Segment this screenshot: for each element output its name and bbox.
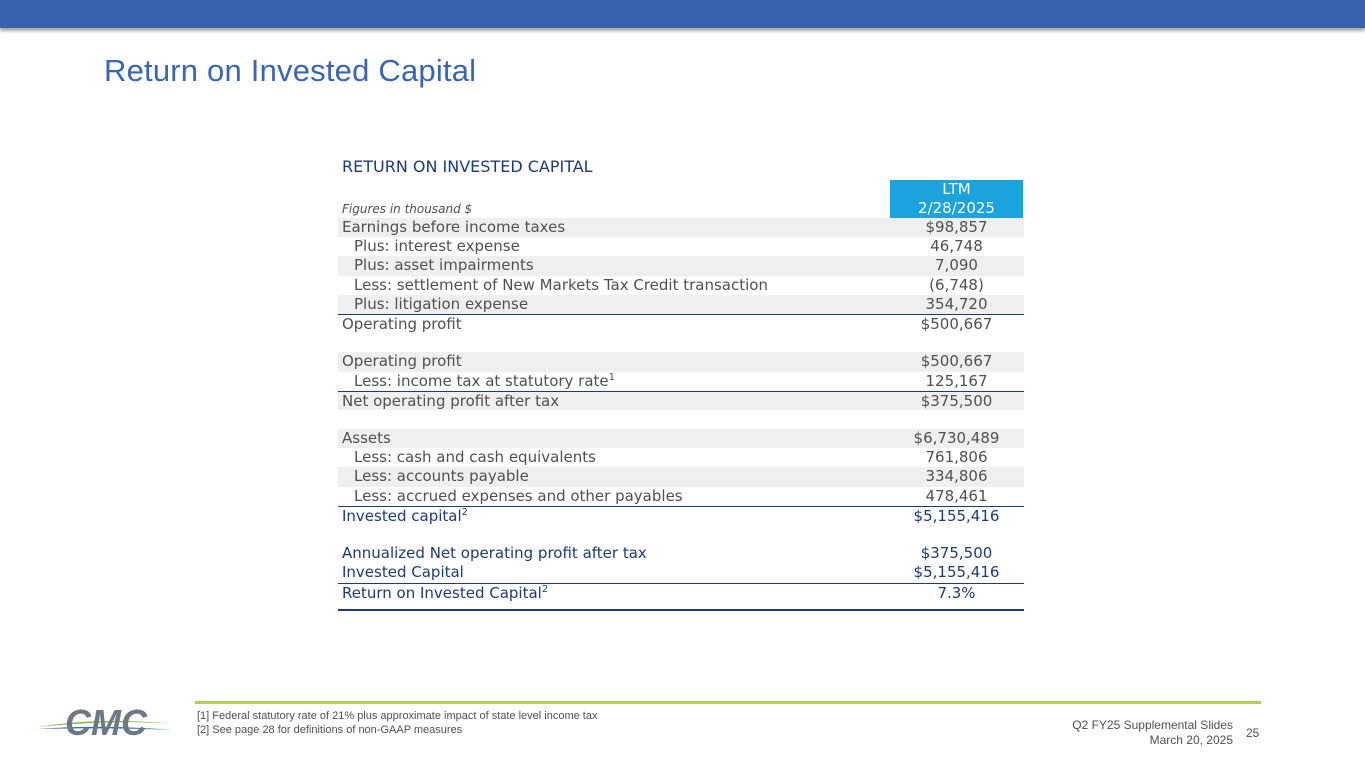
- table-row: [338, 276, 1024, 295]
- row-label: Operating profit: [342, 314, 462, 333]
- row-value: 125,167: [925, 371, 988, 390]
- table-row: [338, 467, 1024, 486]
- row-value: 7,090: [935, 256, 978, 275]
- row-label: Less: accrued expenses and other payables: [354, 486, 683, 505]
- column-header-ltm: [890, 180, 1023, 218]
- row-value: $6,730,489: [913, 429, 1000, 448]
- row-value: $500,667: [920, 314, 993, 333]
- row-label: Assets: [342, 429, 391, 448]
- row-label: Less: accounts payable: [354, 467, 529, 486]
- row-label: Plus: asset impairments: [354, 256, 534, 275]
- table-row: [338, 314, 1024, 333]
- spacer-row: [338, 525, 1024, 544]
- table-row: [338, 391, 1024, 410]
- row-label: Less: settlement of New Markets Tax Credit transaction: [354, 275, 768, 294]
- row-label: Invested Capital: [342, 563, 464, 582]
- deck-date: March 20, 2025: [1149, 733, 1233, 747]
- table-row: [338, 372, 1024, 391]
- row-value: 478,461: [925, 486, 988, 505]
- cmc-logo: [36, 700, 176, 742]
- row-label: [342, 584, 548, 603]
- table-row: [338, 448, 1024, 467]
- page-number: 25: [1246, 726, 1260, 740]
- row-label: Earnings before income taxes: [342, 218, 566, 236]
- table-row: [338, 429, 1024, 448]
- footnote-marker: 2: [541, 583, 549, 595]
- spacer-row: [338, 410, 1024, 429]
- row-label: Plus: interest expense: [354, 237, 520, 256]
- row-value: $5,155,416: [913, 506, 1000, 525]
- table-row: [338, 506, 1024, 525]
- table-row: [338, 295, 1024, 314]
- row-label: Net operating profit after tax: [342, 391, 560, 410]
- column-header-line1: LTM: [942, 180, 971, 198]
- row-label: Plus: litigation expense: [354, 294, 529, 313]
- table-row: [338, 352, 1024, 371]
- row-value: 761,806: [925, 448, 988, 467]
- table-row: [338, 256, 1024, 275]
- row-label: Less: cash and cash equivalents: [354, 448, 596, 467]
- row-value: $5,155,416: [913, 563, 1000, 582]
- row-label: Operating profit: [342, 352, 462, 371]
- row-label: [342, 507, 468, 526]
- footer-divider: [195, 701, 1261, 704]
- row-value: 7.3%: [937, 583, 976, 602]
- table-row: [338, 563, 1024, 582]
- row-label: [354, 372, 615, 391]
- table-row: [338, 583, 1024, 611]
- slide-title: Return on Invested Capital: [104, 53, 477, 88]
- footnotes: [197, 709, 597, 737]
- row-label-text: Invested capital: [342, 506, 462, 525]
- table-heading: RETURN ON INVESTED CAPITAL: [342, 157, 593, 176]
- row-label: Annualized Net operating profit after tax: [342, 544, 647, 563]
- footnote-1: [1] Federal statutory rate of 21% plus approximate impact of state level income tax: [197, 710, 598, 722]
- row-value: $375,500: [920, 544, 993, 563]
- footnote-marker: 1: [608, 371, 616, 383]
- table-row: [338, 218, 1024, 237]
- table-row: [338, 544, 1024, 563]
- footnote-marker: 2: [461, 506, 468, 518]
- table-body: [338, 218, 1024, 611]
- table-row: [338, 237, 1024, 256]
- column-header-line2: 2/28/2025: [918, 199, 995, 217]
- units-label: Figures in thousand $: [342, 202, 473, 216]
- row-value: $98,857: [925, 218, 988, 236]
- row-label-text: Less: income tax at statutory rate: [354, 371, 609, 390]
- row-value: (6,748): [929, 275, 984, 294]
- logo-text: CMC: [65, 702, 147, 742]
- table-row: [338, 487, 1024, 506]
- footnote-2: [2] See page 28 for definitions of non-GAAP measures: [197, 724, 463, 736]
- row-value: $500,667: [920, 352, 993, 371]
- row-value: $375,500: [920, 391, 993, 410]
- spacer-row: [338, 333, 1024, 352]
- row-value: 46,748: [930, 237, 983, 256]
- footer-deck-info: [1072, 718, 1233, 748]
- row-label-text: Return on Invested Capital: [342, 583, 542, 602]
- top-bar: [0, 0, 1365, 28]
- deck-name: Q2 FY25 Supplemental Slides: [1072, 718, 1233, 732]
- row-value: 354,720: [925, 294, 988, 313]
- row-value: 334,806: [925, 467, 988, 486]
